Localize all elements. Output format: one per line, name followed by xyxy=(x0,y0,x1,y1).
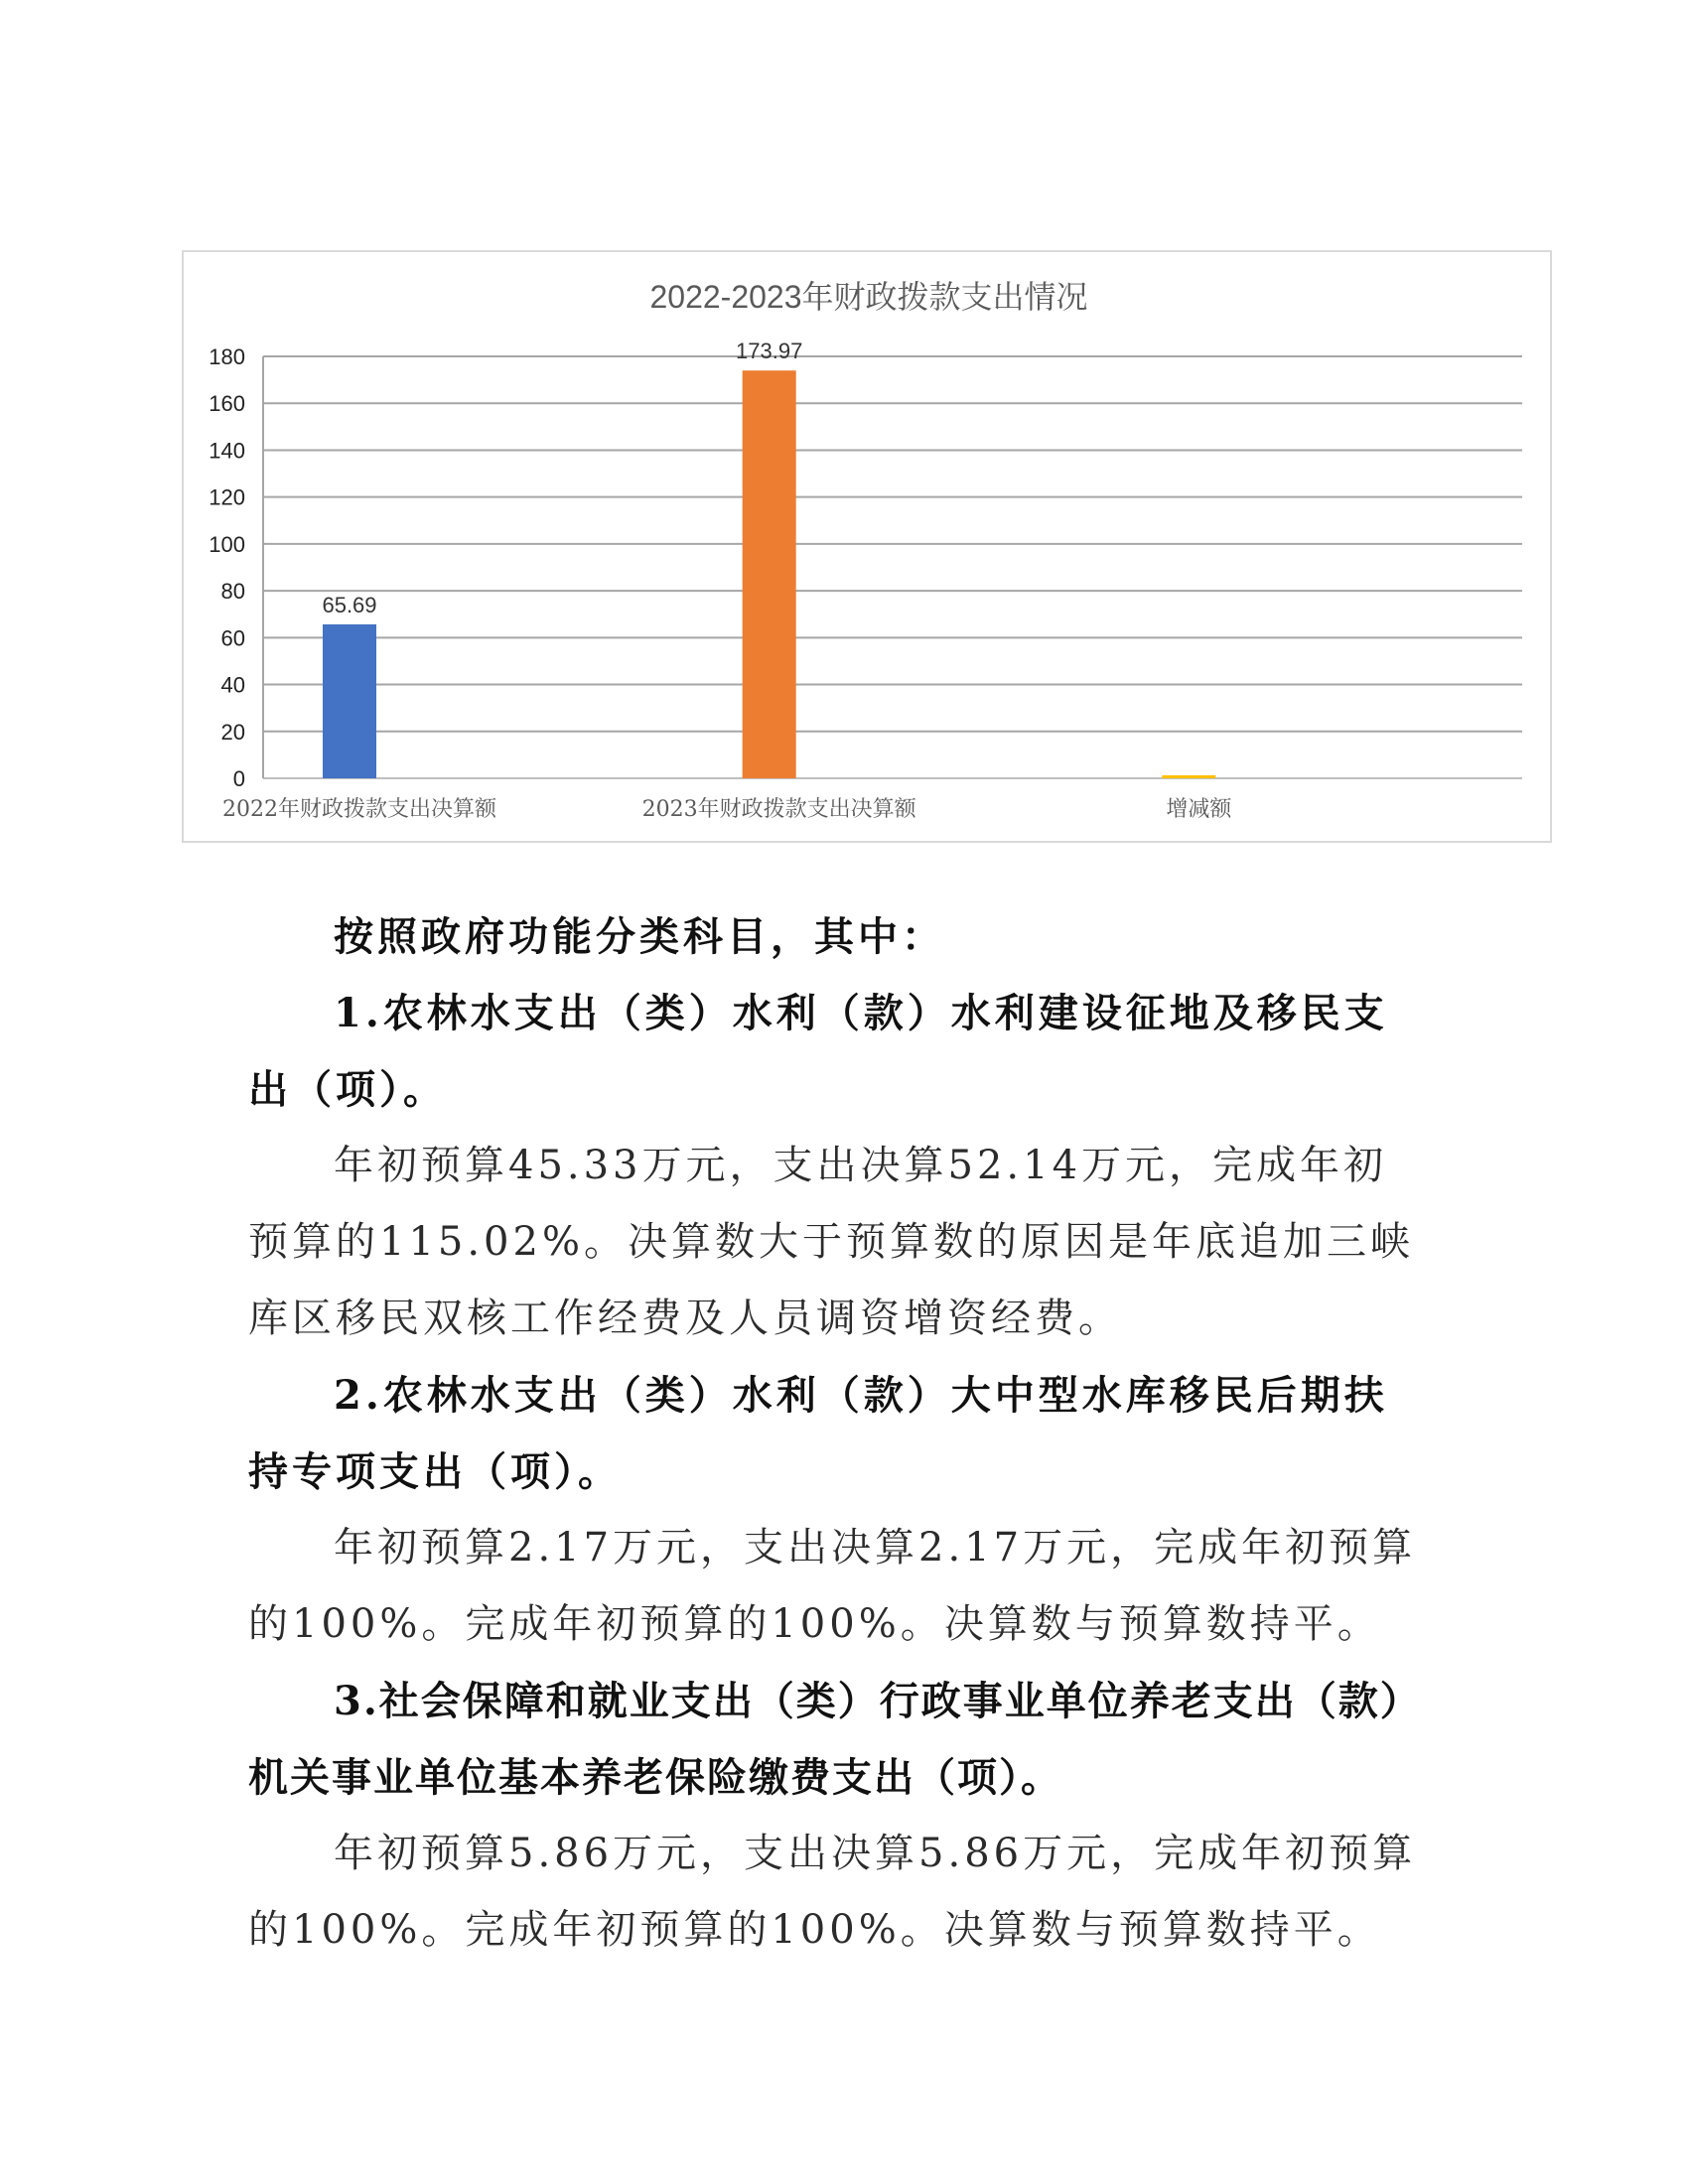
y-tick-label: 180 xyxy=(209,344,245,369)
bar-1 xyxy=(323,624,376,778)
section-1-body: 年初预算45.33万元，支出决算52.14万元，完成年初预算的115.02%。决算数大于预算数的原因是年底追加三峡库区移民双核工作经费及人员调资增资经费。 xyxy=(248,1143,1414,1341)
section-2-heading: 2.农林水支出（类）水利（款）大中型水库移民后期扶持专项支出（项）。 xyxy=(248,1372,1388,1495)
y-tick-label: 20 xyxy=(220,719,245,745)
x-category-label: 增减额 xyxy=(1166,797,1232,822)
data-label: 173.97 xyxy=(736,339,803,364)
y-tick-label: 80 xyxy=(220,579,245,605)
section-3-body: 年初预算5.86万元，支出决算5.86万元，完成年初预算的100%。完成年初预算的100%。决算数与预算数持平。 xyxy=(248,1831,1417,1953)
chart-title: 2022-2023年财政拨款支出情况 xyxy=(649,279,1088,315)
y-tick-label: 100 xyxy=(209,531,245,557)
y-tick-label: 40 xyxy=(220,672,245,698)
section-2-body: 年初预算2.17万元，支出决算2.17万元，完成年初预算的100%。完成年初预算的100%。决算数与预算数持平。 xyxy=(248,1525,1417,1647)
bar-chart xyxy=(184,252,1554,845)
y-tick-label: 0 xyxy=(232,766,245,791)
bar-2 xyxy=(743,370,796,778)
section-1-heading: 1.农林水支出（类）水利（款）水利建设征地及移民支出（项）。 xyxy=(248,990,1388,1113)
data-label: 65.69 xyxy=(322,592,377,617)
bar-3 xyxy=(1162,775,1215,778)
x-category-label: 2023年财政拨款支出决算额 xyxy=(641,797,916,822)
intro-heading: 按照政府功能分类科目，其中： xyxy=(334,913,945,960)
chart-container xyxy=(182,250,1552,843)
y-tick-label: 140 xyxy=(209,438,245,464)
x-category-label: 2022年财政拨款支出决算额 xyxy=(222,797,496,822)
y-tick-label: 160 xyxy=(209,391,245,417)
section-3-heading: 3.社会保障和就业支出（类）行政事业单位养老支出（款）机关事业单位基本养老保险缴费支出（项）。 xyxy=(248,1678,1422,1801)
document-body xyxy=(248,898,1430,1969)
y-tick-label: 120 xyxy=(209,484,245,510)
y-tick-label: 60 xyxy=(220,625,245,651)
